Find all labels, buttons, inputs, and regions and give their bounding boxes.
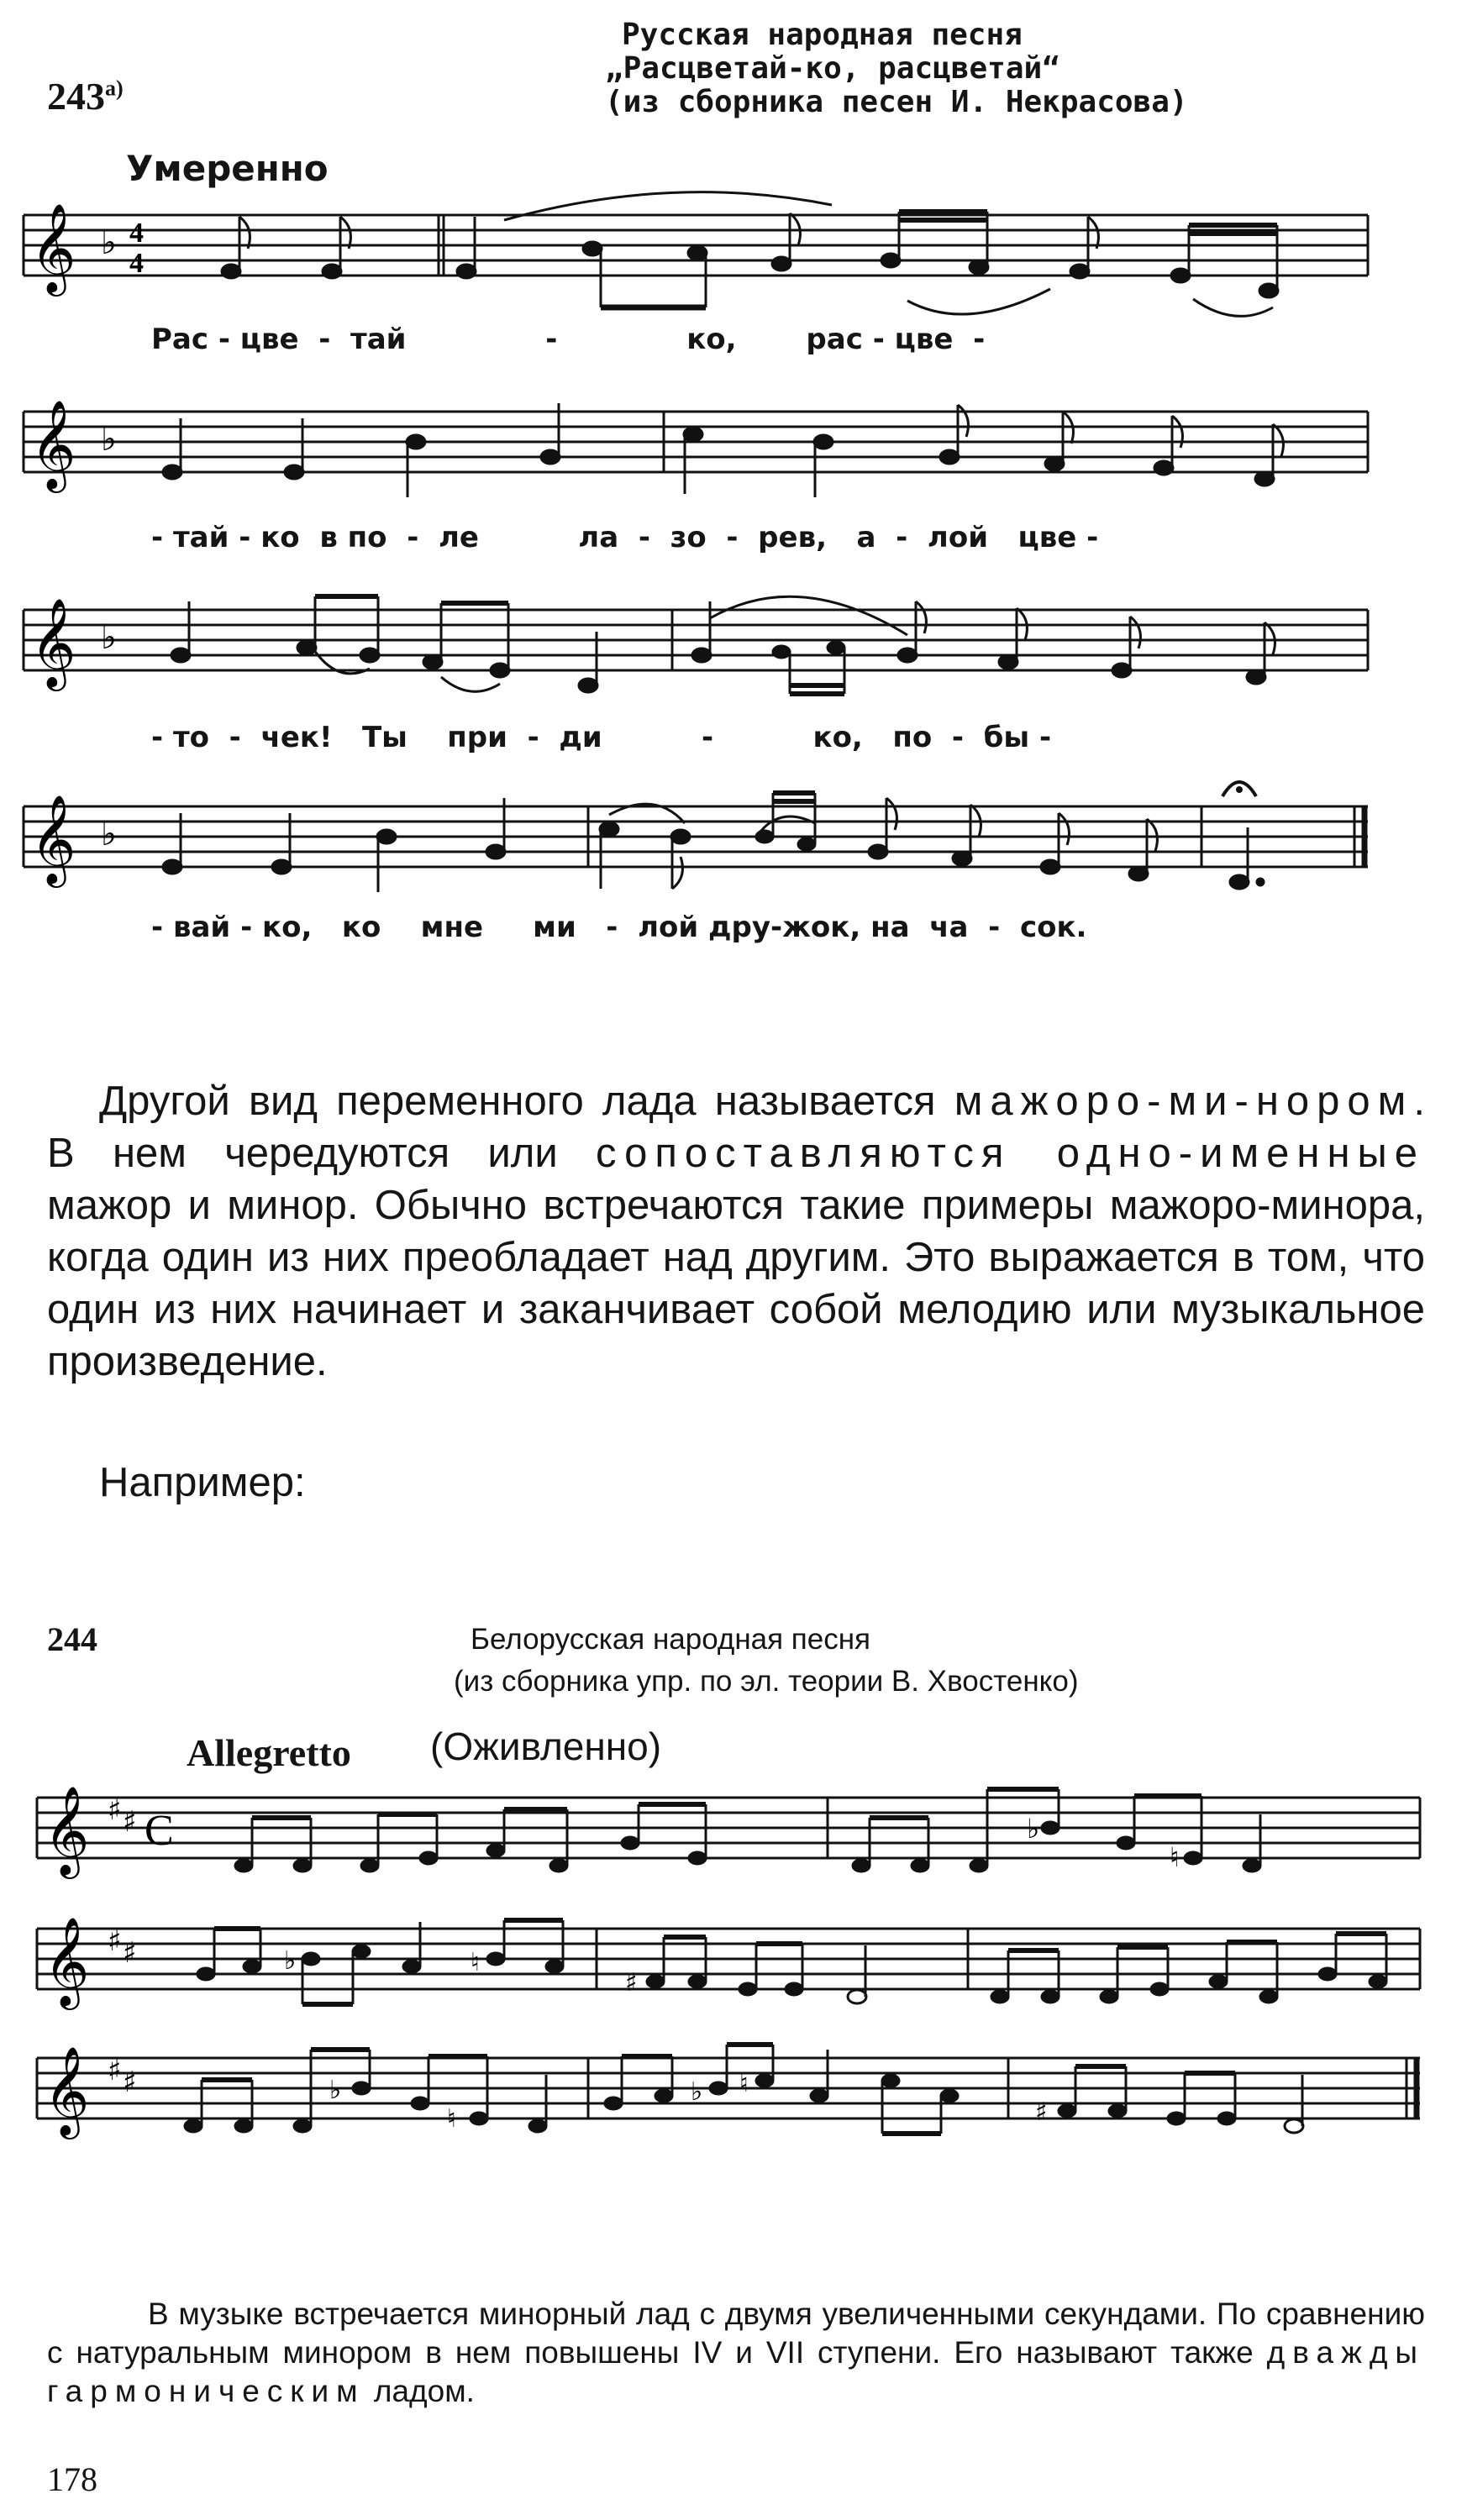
example-number-244: 244	[47, 1620, 97, 1658]
lyrics-line-2: - тай - ко в по - ле ла - зо - рев, а - лой цве -	[151, 521, 1099, 554]
body-paragraph: Другой вид переменного лада называется мажоро-ми-нором. В нем чередуются или сопоставляются одно-именные мажор и минор. Обычно встречаются такие примеры мажоро-минора, когда один из них преобладает над другим. Это выражается в том, что один из них начинает и заканчивает собой мелодию или музыкальное произведение.	[47, 1079, 1425, 1384]
svg-text:♮: ♮	[447, 2104, 456, 2134]
sharp-icon: ♯	[123, 1805, 137, 1839]
svg-text:♮: ♮	[471, 1948, 480, 1977]
svg-text:♭: ♭	[284, 1946, 297, 1976]
song-heading-243: Русская народная песня „Расцветай-ко, расцветай“ (из сборника песен И. Некрасова)	[605, 18, 1188, 119]
page-number: 178	[47, 2460, 97, 2498]
flat-icon: ♭	[101, 223, 117, 262]
example-number-243: $243^{а)}$	[47, 75, 124, 118]
tempo-translation-244: (Оживленно)	[430, 1725, 662, 1768]
footer-paragraph: В музыке встречается минорный лад с двумя увеличенными секундами. По сравнению с натуральным минором в нем повышены IV и VII ступени. Его называют также дважды гармоническим ладом.	[47, 2297, 1425, 2408]
treble-clef-icon: 𝄞	[30, 202, 76, 292]
svg-text:♮: ♮	[1170, 1841, 1180, 1873]
lyrics-line-1: Рас - цве - тай - ко, рас - цве -	[151, 323, 986, 356]
treble-clef-icon: 𝄞	[44, 1916, 90, 2006]
song-heading-244-line2: (из сборника упр. по эл. теории В. Хвостенко)	[454, 1665, 1079, 1698]
treble-clef-icon: 𝄞	[44, 1785, 90, 1875]
song-heading-244-line1: Белорусская народная песня	[471, 1623, 871, 1656]
treble-clef-icon: 𝄞	[44, 2045, 90, 2135]
sharp-icon: ♯	[108, 2054, 122, 2087]
sharp-icon: ♯	[123, 1936, 137, 1970]
svg-text:♯: ♯	[1035, 2097, 1048, 2127]
treble-clef-icon: 𝄞	[30, 597, 76, 687]
flat-icon: ♭	[101, 618, 117, 657]
lyrics-line-3: - то - чек! Ты при - ди - ко, по - бы -	[151, 721, 1052, 754]
time-signature: 4	[129, 218, 144, 249]
common-time-icon: C	[145, 1807, 174, 1855]
treble-clef-icon: 𝄞	[30, 399, 76, 489]
staff-244-1	[0, 1772, 1467, 1924]
example-label: Например:	[99, 1460, 306, 1505]
treble-clef-icon: 𝄞	[30, 794, 76, 884]
sharp-icon: ♯	[108, 1793, 122, 1827]
svg-text:♭: ♭	[691, 2077, 703, 2107]
tempo-marking-243: Умеренно	[126, 148, 329, 189]
sharp-icon: ♯	[123, 2066, 137, 2099]
staff-244-3	[0, 2033, 1467, 2184]
flat-icon: ♭	[101, 420, 117, 459]
svg-text:♯: ♯	[625, 1968, 638, 1998]
staff-244-2	[0, 1903, 1467, 2055]
svg-text:4: 4	[129, 248, 144, 279]
sharp-icon: ♯	[108, 1924, 122, 1958]
lyrics-line-4: - вай - ко, ко мне ми - лой дру-жок, на ча - сок.	[151, 911, 1087, 944]
tempo-marking-244: Allegretto	[187, 1731, 351, 1774]
svg-text:♭: ♭	[329, 2076, 342, 2105]
svg-text:♮: ♮	[739, 2069, 749, 2098]
flat-icon: ♭	[101, 815, 117, 853]
svg-text:♭: ♭	[1027, 1813, 1040, 1845]
